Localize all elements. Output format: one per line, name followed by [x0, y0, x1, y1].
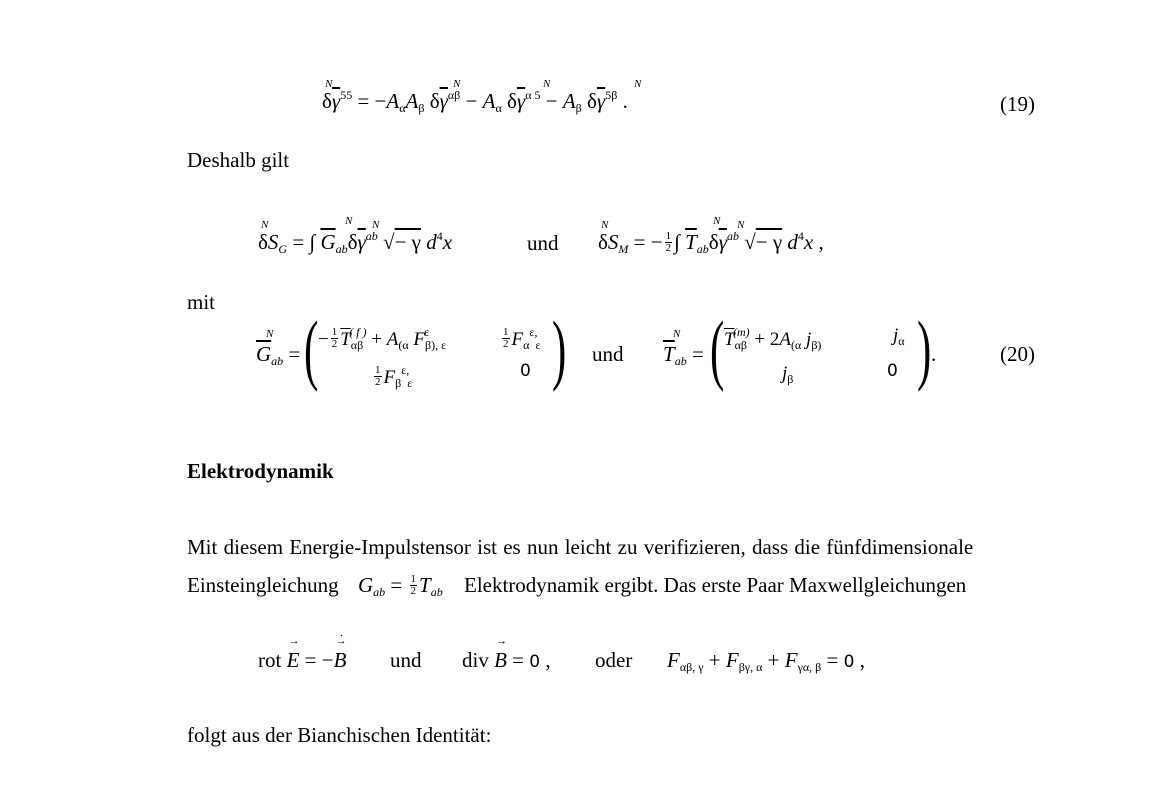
matrix-T-left-paren: (	[710, 305, 725, 392]
text-und-3: und	[390, 648, 422, 672]
matrix-T-cell-12: $j_\alpha$	[893, 325, 905, 348]
equation-rot: rot → E = −→ B ·	[258, 648, 346, 673]
equation-einstein: $G_{ab}$ = $\frac{1}{2}$ $T_{ab}$	[358, 573, 443, 599]
matrix-T-right-paren: )	[917, 305, 932, 392]
equation-19-number: (19)	[1000, 92, 1035, 116]
text-und-1: und	[527, 231, 559, 255]
text-mit: mit	[187, 290, 216, 314]
matrix-G-cell-21: $\frac{1}{2}$ $F_\beta^{\varepsilon,}_\varepsilon$	[375, 363, 413, 390]
text-deshalb-gilt: Deshalb gilt	[187, 148, 290, 172]
paragraph-bianchi: folgt aus der Bianchischen Identität:	[187, 723, 492, 747]
paragraph-line-1: Mit diesem Energie-Impulstensor ist es nun leicht zu verifizieren, dass die fünfdimensionale	[187, 535, 974, 559]
equation-div: div → B = 0 ,	[462, 648, 551, 673]
text-und-2: und	[592, 342, 624, 366]
matrix-G-right-paren: )	[552, 305, 567, 392]
equation-bianchi-maxwell: Fαβ, γ + Fβγ, α + Fγα, β = 0 ,	[667, 648, 865, 674]
rot-label: rot	[258, 648, 282, 672]
equation-action-gravity: N N N $\delta S_G$ = ∫ $\overline{G}_{ab}\delta\overline{\gamma}^{ab}$ √− γ $d^4x$	[258, 215, 453, 256]
matrix-G-cell-11: − $\frac{1}{2}$ $\overline{T}_{\alpha\beta}^{( f )} + A_{(\alpha}$ $F_{\beta), \varepsilon}^\varepsilon$	[318, 325, 447, 352]
matrix-G-cell-12: $\frac{1}{2}$ $F_\alpha^{\varepsilon,}_\varepsilon$	[503, 325, 541, 352]
section-heading: Elektrodynamik	[187, 459, 334, 483]
equation-20-period: .	[931, 342, 937, 366]
matrix-T-cell-21: $j_\beta$	[782, 363, 794, 386]
equation-20-number: (20)	[1000, 342, 1035, 366]
paragraph-line-2-end: Elektrodynamik ergibt. Das erste Paar Maxwellgleichungen	[464, 573, 967, 597]
equation-19: N $\delta\overline{\gamma}^{55} = -A\alpha A\beta$ N $\delta\overline{\gamma}^{\alpha\beta} - A\alpha$ N $\delta\overline{\gamma}^{\alpha 5} - A\beta$ N $\delta\overline{\gamma}^{5\beta}$ .	[322, 78, 642, 115]
paragraph-line-2-start: Einsteingleichung	[187, 573, 339, 597]
equation-20-T-lhs: N $\overline{T}_{ab}$ =	[663, 328, 704, 368]
equation-20-G-lhs: N $\overline{G}_{ab}$ =	[256, 328, 301, 368]
text-oder: oder	[595, 648, 633, 672]
matrix-T-cell-22: 0	[887, 361, 898, 381]
matrix-G-left-paren: (	[304, 305, 319, 392]
matrix-G-cell-22: 0	[520, 361, 531, 381]
equation-action-matter: N N N $\delta S_M$ = − $\frac{1}{2}$ ∫ $\overline{T}_{ab}\delta\overline{\gamma}^{ab}$ √− γ $d^4x$ ,	[598, 215, 824, 256]
div-label: div	[462, 648, 489, 672]
matrix-T-cell-11: $\overline{T}_{\alpha\beta}^{(m)} + 2A_{(\alpha}$ $j_{\beta)}$	[724, 325, 822, 352]
